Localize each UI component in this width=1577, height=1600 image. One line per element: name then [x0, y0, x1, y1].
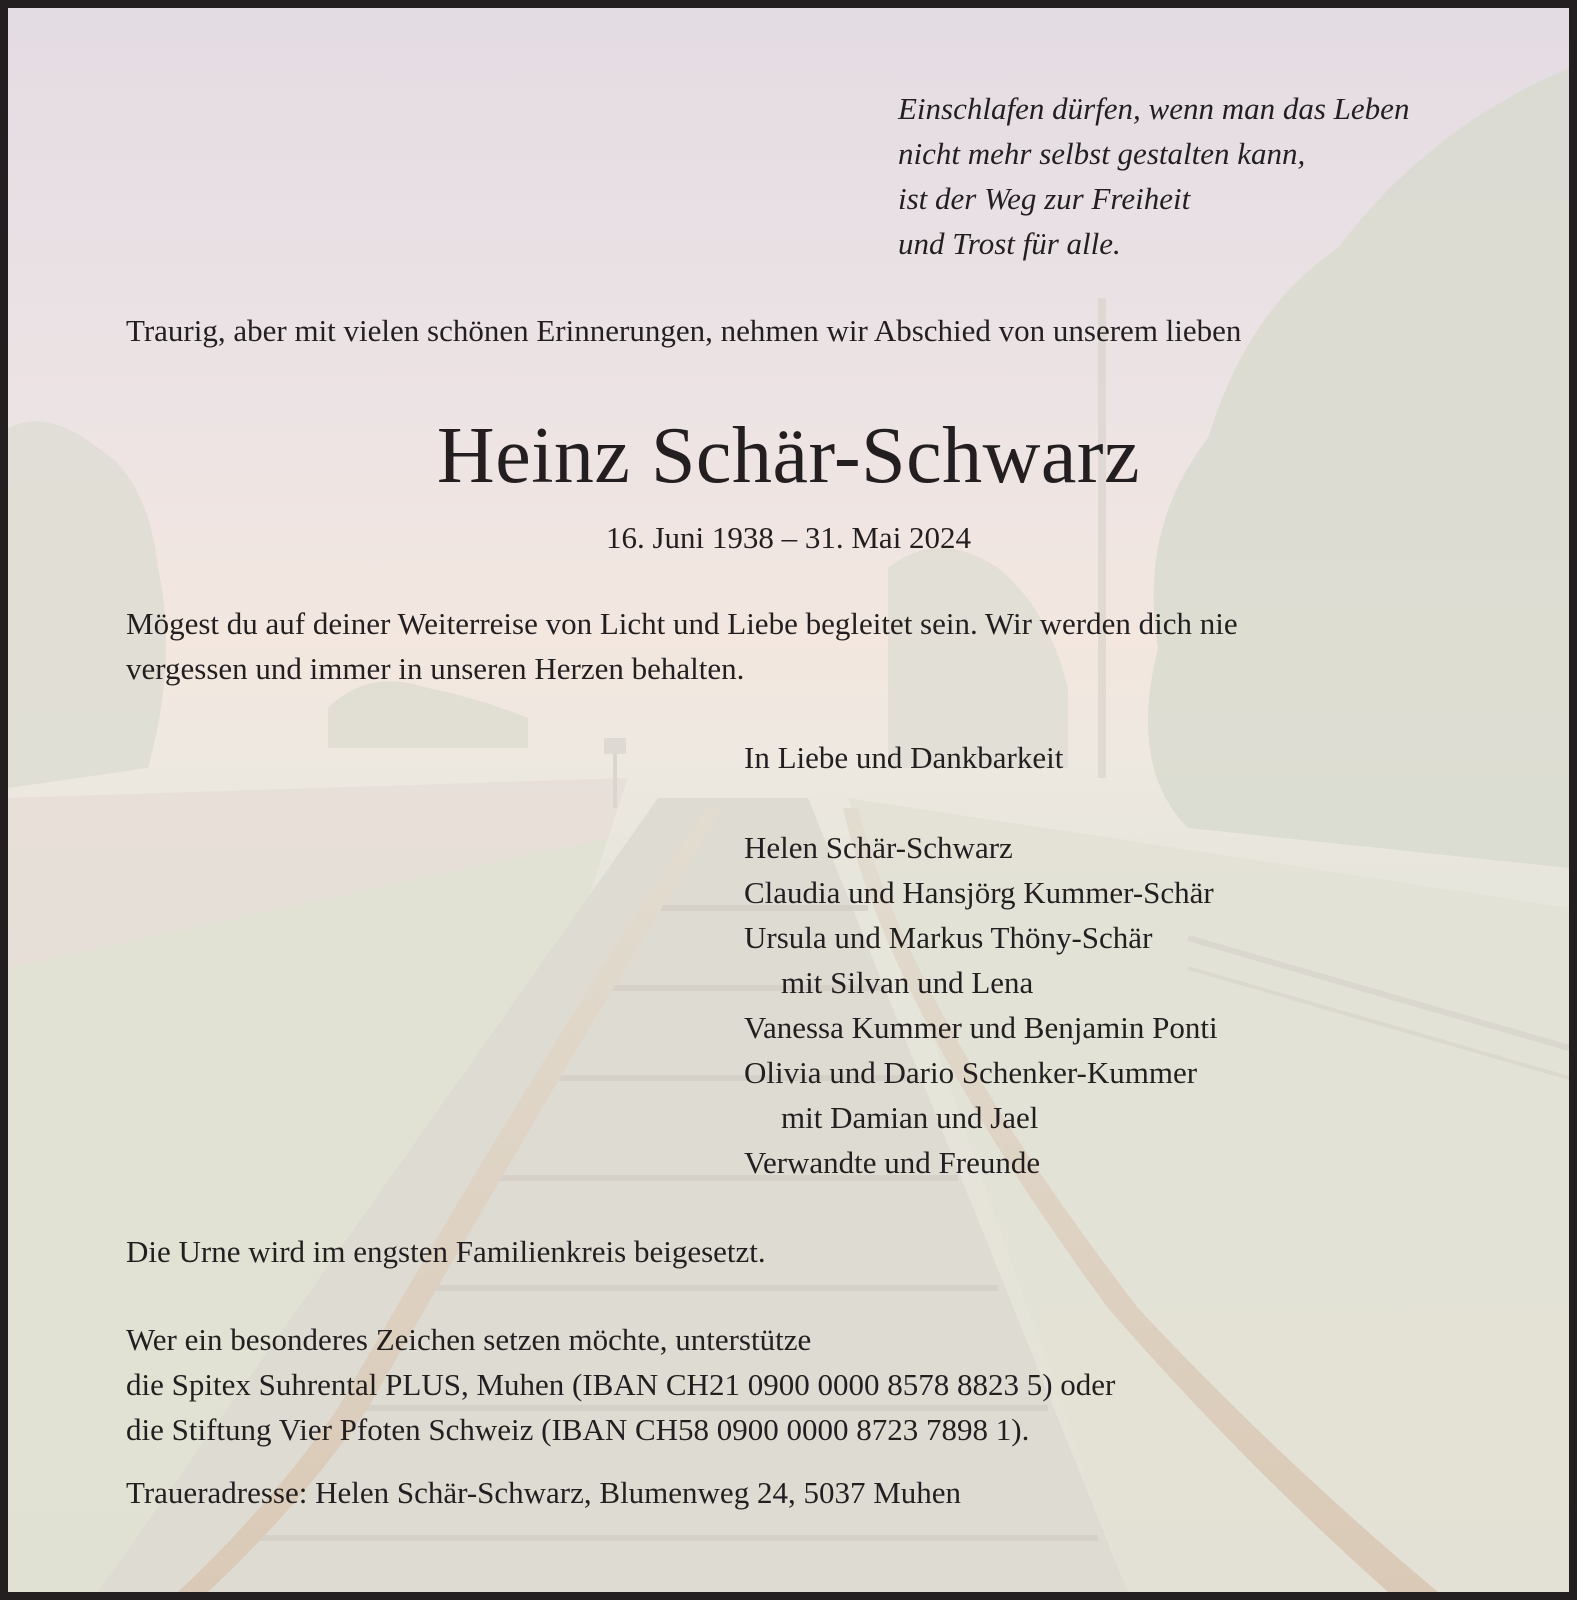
- mourners-list: [744, 825, 1504, 1185]
- wish-line: vergessen und immer in unseren Herzen behalten.: [126, 651, 745, 686]
- quote-line: nicht mehr selbst gestalten kann,: [898, 136, 1306, 171]
- donation-line: Wer ein besonderes Zeichen setzen möchte, unterstütze: [126, 1322, 812, 1357]
- mourning-address: Traueradresse: Helen Schär-Schwarz, Blumenweg 24, 5037 Muhen: [126, 1475, 962, 1510]
- mourner-entry: Helen Schär-Schwarz: [744, 830, 1013, 865]
- donation-line: die Spitex Suhrental PLUS, Muhen (IBAN CH21 0900 0000 8578 8823 5) oder: [126, 1367, 1116, 1402]
- mourner-entry: mit Silvan und Lena: [781, 965, 1034, 1000]
- farewell-wish: [126, 601, 1486, 691]
- quote-line: und Trost für alle.: [898, 226, 1121, 261]
- wish-line: Mögest du auf deiner Weiterreise von Licht und Liebe begleitet sein. Wir werden dich nie: [126, 606, 1238, 641]
- notice-content: [8, 8, 1569, 1592]
- mourner-entry: Vanessa Kummer und Benjamin Ponti: [744, 1010, 1218, 1045]
- mourner-entry: Verwandte und Freunde: [744, 1145, 1041, 1180]
- mourner-entry: mit Damian und Jael: [781, 1100, 1039, 1135]
- deceased-name: Heinz Schär-Schwarz: [436, 412, 1141, 500]
- quote-line: ist der Weg zur Freiheit: [898, 181, 1191, 216]
- epigraph-quote: [898, 86, 1538, 266]
- life-dates: 16. Juni 1938 – 31. Mai 2024: [605, 520, 972, 555]
- burial-note: Die Urne wird im engsten Familienkreis beigesetzt.: [126, 1234, 766, 1269]
- quote-line: Einschlafen dürfen, wenn man das Leben: [898, 91, 1410, 126]
- donation-line: die Stiftung Vier Pfoten Schweiz (IBAN CH58 0900 0000 8723 7898 1).: [126, 1412, 1030, 1447]
- mourner-entry: Olivia und Dario Schenker-Kummer: [744, 1055, 1198, 1090]
- mourner-entry: Ursula und Markus Thöny-Schär: [744, 920, 1153, 955]
- mourner-entry: Claudia und Hansjörg Kummer-Schär: [744, 875, 1214, 910]
- intro-text: Traurig, aber mit vielen schönen Erinnerungen, nehmen wir Abschied von unserem lieben: [126, 313, 1242, 348]
- donation-note: [126, 1317, 1506, 1452]
- signoff: In Liebe und Dankbarkeit: [744, 740, 1064, 775]
